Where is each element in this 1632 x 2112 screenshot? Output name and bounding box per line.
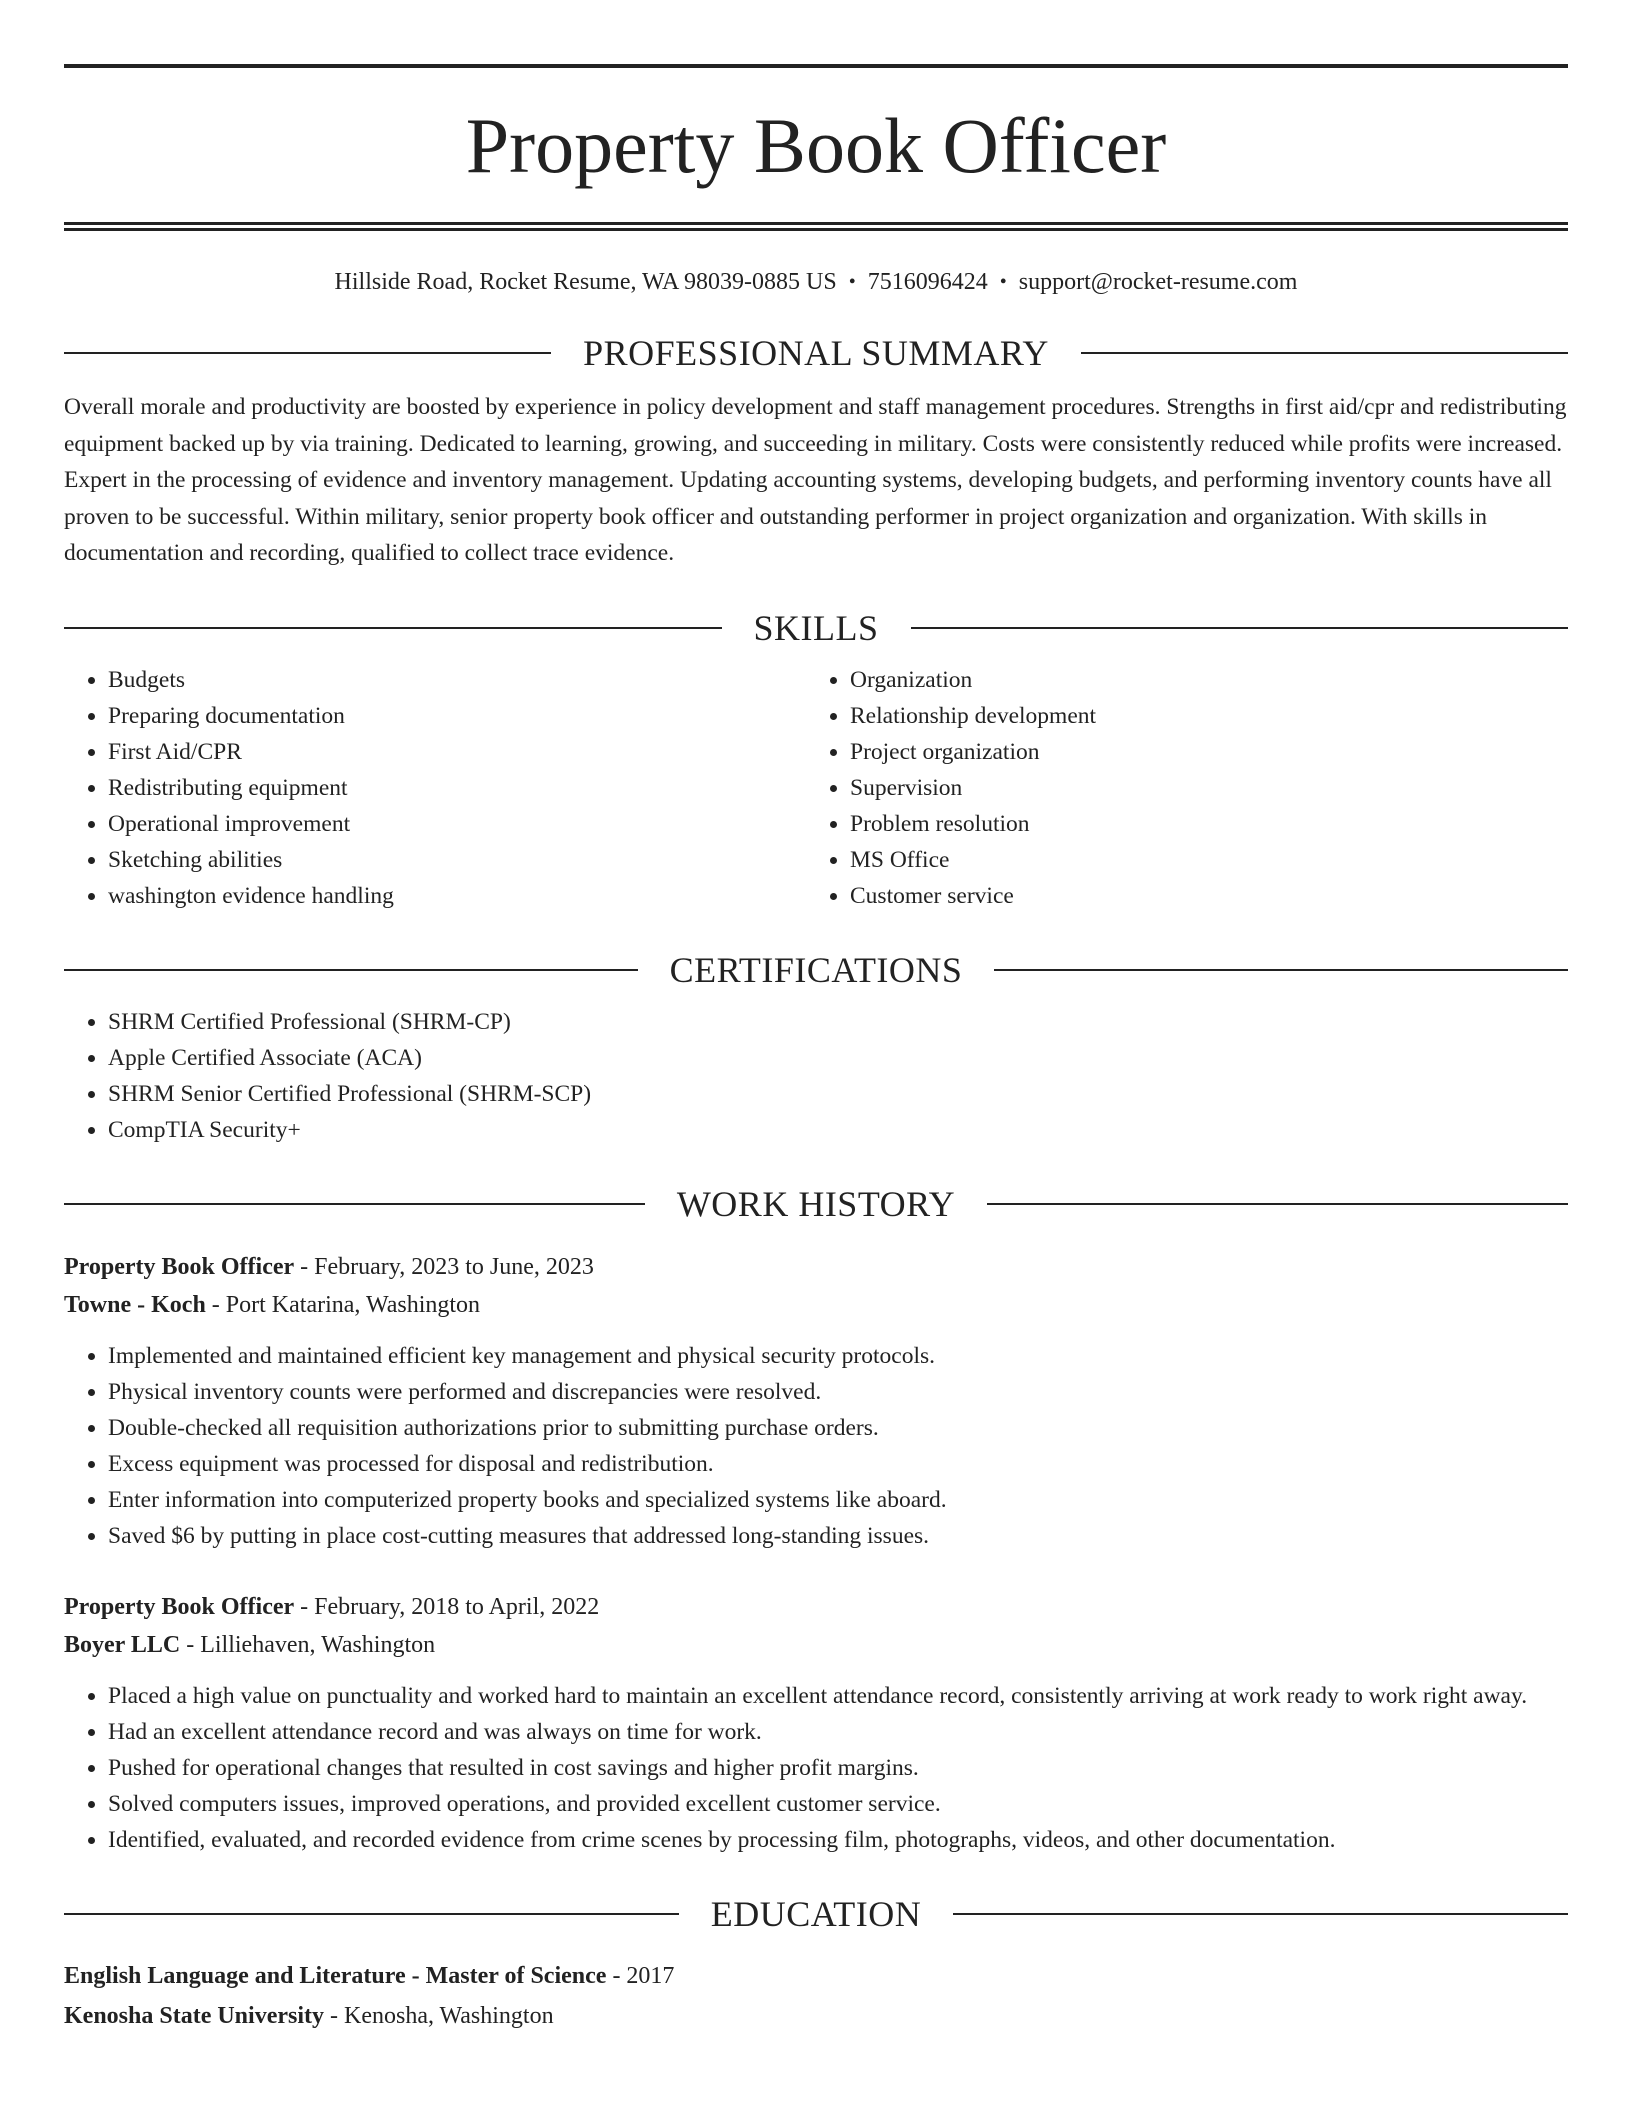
skill-item: • Budgets	[108, 662, 806, 698]
skill-item: • Problem resolution	[850, 806, 1548, 842]
job-title: Property Book Officer	[64, 1593, 295, 1620]
skill-item: • Sketching abilities	[108, 842, 806, 878]
certifications-section-title: CERTIFICATIONS	[669, 949, 963, 990]
job-bullet: • Saved $6 by putting in place cost-cutting measures that addressed long-standing issues.	[108, 1518, 1568, 1554]
job-title-line	[64, 1248, 1568, 1286]
skill-item: • washington evidence handling	[108, 878, 806, 914]
job-bullet: • Excess equipment was processed for disposal and redistribution.	[108, 1446, 1568, 1482]
work-section-title: WORK HISTORY	[676, 1183, 956, 1224]
skills-list	[64, 662, 1568, 914]
education-section-title: EDUCATION	[710, 1893, 922, 1934]
skills-column-left	[64, 662, 806, 914]
contact-line	[64, 267, 1568, 297]
education-school: Kenosha State University	[64, 2002, 324, 2029]
section-rule-left	[64, 352, 551, 354]
skill-item: • Redistributing equipment	[108, 770, 806, 806]
education-entry	[64, 1956, 1568, 2036]
skill-item: • Supervision	[850, 770, 1548, 806]
job-bullets	[64, 1338, 1568, 1554]
resume-page	[64, 0, 1568, 2036]
job-entry	[64, 1588, 1568, 1858]
section-rule-left	[64, 969, 638, 971]
job-entry	[64, 1248, 1568, 1554]
skill-item: • MS Office	[850, 842, 1548, 878]
summary-section-header	[64, 331, 1568, 375]
job-title-line	[64, 1588, 1568, 1626]
contact-phone: 7516096424	[867, 269, 988, 295]
certification-item: • Apple Certified Associate (ACA)	[108, 1040, 1568, 1076]
job-title: Property Book Officer	[64, 1253, 295, 1280]
title-double-rule	[64, 222, 1568, 231]
summary-section-title: PROFESSIONAL SUMMARY	[583, 333, 1049, 373]
top-rule	[64, 64, 1568, 68]
contact-separator: •	[999, 271, 1007, 293]
certification-item: • SHRM Senior Certified Professional (SHRM-SCP)	[108, 1076, 1568, 1112]
section-rule-right	[953, 1913, 1568, 1915]
education-location: - Kenosha, Washington	[324, 2002, 554, 2029]
page-title: Property Book Officer	[465, 102, 1167, 189]
section-rule-right	[987, 1203, 1568, 1205]
certifications-list	[64, 1004, 1568, 1148]
job-dates: - February, 2018 to April, 2022	[294, 1593, 600, 1620]
job-location: - Port Katarina, Washington	[205, 1291, 481, 1318]
job-bullet: • Placed a high value on punctuality and worked hard to maintain an excellent attendance record, consistently arriving at work ready to work right away.	[108, 1678, 1568, 1714]
job-company-line	[64, 1286, 1568, 1324]
job-bullet: • Pushed for operational changes that resulted in cost savings and higher profit margins.	[108, 1750, 1568, 1786]
job-bullet: • Implemented and maintained efficient key management and physical security protocols.	[108, 1338, 1568, 1374]
certification-item: • CompTIA Security+	[108, 1112, 1568, 1148]
education-section-header	[64, 1892, 1568, 1936]
job-location: - Lilliehaven, Washington	[180, 1631, 436, 1658]
contact-email: support@rocket-resume.com	[1018, 269, 1298, 295]
skill-item: • Customer service	[850, 878, 1548, 914]
education-year: - 2017	[606, 1962, 675, 1989]
certification-item: • SHRM Certified Professional (SHRM-CP)	[108, 1004, 1568, 1040]
skills-column-right	[806, 662, 1548, 914]
skill-item: • Organization	[850, 662, 1548, 698]
skill-item: • Project organization	[850, 734, 1548, 770]
skills-section-title: SKILLS	[753, 607, 879, 648]
skills-section-header	[64, 606, 1568, 650]
job-bullet: • Identified, evaluated, and recorded evidence from crime scenes by processing film, photographs, videos, and other documentation.	[108, 1822, 1568, 1858]
job-bullet: • Enter information into computerized property books and specialized systems like aboard.	[108, 1482, 1568, 1518]
work-section-header	[64, 1182, 1568, 1226]
job-bullet: • Had an excellent attendance record and was always on time for work.	[108, 1714, 1568, 1750]
job-company: Boyer LLC	[64, 1631, 181, 1658]
contact-address: Hillside Road, Rocket Resume, WA 98039-0885 US	[334, 269, 837, 295]
job-company-line	[64, 1626, 1568, 1664]
skill-item: • Operational improvement	[108, 806, 806, 842]
education-degree: English Language and Literature - Master of Science	[64, 1962, 607, 1989]
summary-text: Overall morale and productivity are boosted by experience in policy development and staff management procedures. Strengths in first aid/cpr and redistributing equipment backed up by via training. Dedicated to learning, growing, and succeeding in military. Costs were consistently reduced while profits were increased. Expert in the processing of evidence and inventory management. Updating accounting systems, developing budgets, and performing inventory counts have all proven to be successful. Within military, senior property book officer and outstanding performer in project organization and organization. With skills in documentation and recording, qualified to collect trace evidence.	[64, 394, 1567, 566]
skill-item: • First Aid/CPR	[108, 734, 806, 770]
section-rule-left	[64, 1203, 645, 1205]
section-rule-right	[994, 969, 1568, 971]
education-degree-line	[64, 1956, 1568, 1996]
section-rule-right	[1081, 352, 1568, 354]
certifications-section-header	[64, 948, 1568, 992]
contact-separator: •	[848, 271, 856, 293]
section-rule-left	[64, 1913, 679, 1915]
job-dates: - February, 2023 to June, 2023	[294, 1253, 594, 1280]
job-bullet: • Physical inventory counts were performed and discrepancies were resolved.	[108, 1374, 1568, 1410]
job-company: Towne - Koch	[64, 1291, 206, 1318]
section-rule-left	[64, 627, 722, 629]
job-bullet: • Solved computers issues, improved operations, and provided excellent customer service.	[108, 1786, 1568, 1822]
skill-item: • Preparing documentation	[108, 698, 806, 734]
section-rule-right	[911, 627, 1569, 629]
job-bullet: • Double-checked all requisition authorizations prior to submitting purchase orders.	[108, 1410, 1568, 1446]
education-school-line	[64, 1996, 1568, 2036]
job-bullets	[64, 1678, 1568, 1858]
skill-item: • Relationship development	[850, 698, 1548, 734]
